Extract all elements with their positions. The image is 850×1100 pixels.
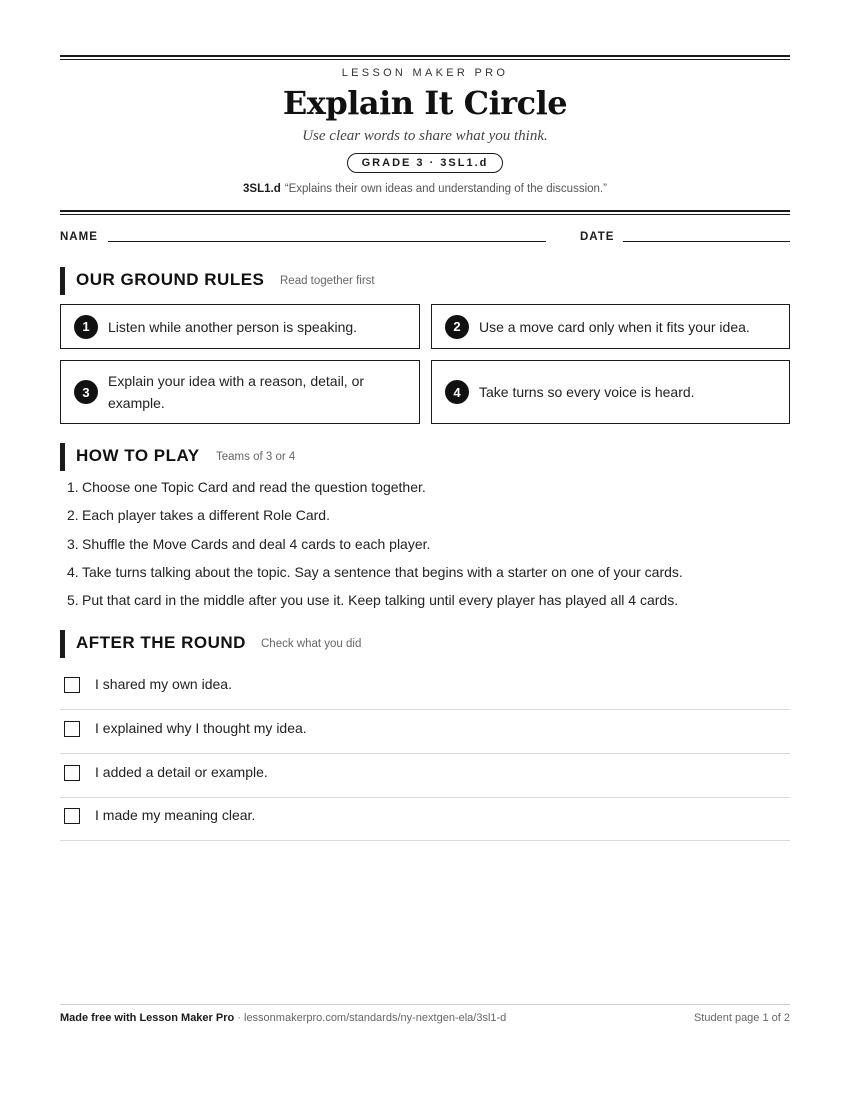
rule-text: Take turns so every voice is heard.: [479, 384, 695, 400]
rule-number-badge: 1: [74, 315, 98, 339]
step-item: [60, 504, 790, 532]
rule-number-badge: 4: [445, 380, 469, 404]
standard-line: [60, 183, 790, 195]
step-number: 2.: [67, 507, 79, 524]
standard-code: 3SL1.d: [243, 183, 281, 195]
footer-made-with: Made free with Lesson Maker Pro: [60, 1012, 235, 1024]
checklist-label: I added a detail or example.: [95, 764, 268, 780]
step-text: Put that card in the middle after you use it. Keep talking until every player has played all 4 cards.: [82, 592, 679, 609]
step-text: Each player takes a different Role Card.: [82, 507, 330, 524]
after-round-note: Check what you did: [261, 638, 362, 650]
checklist-item[interactable]: [60, 754, 790, 798]
top-double-rule: [60, 55, 790, 60]
ground-rule-card: [60, 304, 420, 349]
step-text: Choose one Topic Card and read the question together.: [82, 479, 426, 495]
checkbox[interactable]: [64, 677, 80, 693]
footer-credit: [60, 1012, 506, 1024]
page-title: Explain It Circle: [282, 84, 568, 122]
checklist-label: I explained why I thought my idea.: [95, 720, 307, 736]
checklist-item[interactable]: [60, 666, 790, 710]
step-text: Take turns talking about the topic. Say a sentence that begins with a starter on one of your cards.: [82, 563, 683, 580]
how-to-play-steps: [60, 476, 790, 617]
page-subtitle: Use clear words to share what you think.: [302, 128, 548, 144]
step-text: Shuffle the Move Cards and deal 4 cards to each player.: [82, 535, 431, 552]
grade-badge-wrap: [60, 153, 790, 173]
how-to-play-heading: HOW TO PLAY: [76, 446, 200, 465]
checkbox[interactable]: [64, 721, 80, 737]
worksheet-page: [60, 0, 790, 1100]
step-item: [60, 589, 790, 617]
after-round-heading: AFTER THE ROUND: [76, 633, 246, 652]
section-bar: [60, 443, 65, 471]
rule-number-badge: 2: [445, 315, 469, 339]
step-item: [60, 533, 790, 561]
how-to-play-note: Teams of 3 or 4: [216, 451, 296, 463]
footer-separator: ·: [234, 1012, 244, 1024]
rule-text: Listen while another person is speaking.: [108, 318, 358, 335]
checkbox[interactable]: [64, 765, 80, 781]
ground-rule-card: [431, 360, 790, 424]
grade-badge: GRADE 3 · 3SL1.d: [347, 153, 504, 173]
step-item: [60, 476, 790, 504]
ground-rules-heading: OUR GROUND RULES: [76, 270, 265, 289]
checklist-item[interactable]: [60, 710, 790, 754]
step-number: 3.: [67, 535, 79, 552]
ground-rule-card: [60, 360, 420, 424]
section-bar: [60, 630, 65, 658]
brand-name: LESSON MAKER PRO: [341, 67, 509, 79]
ground-rules-note: Read together first: [280, 275, 375, 287]
step-item: [60, 561, 790, 589]
section-bar: [60, 267, 65, 295]
date-field[interactable]: [623, 241, 790, 242]
step-number: 4.: [67, 563, 79, 580]
header-bottom-double-rule: [60, 210, 790, 215]
rule-text: Explain your idea with a reason, detail, or example.: [108, 373, 365, 411]
standard-text: “Explains their own ideas and understanding of the discussion.”: [284, 183, 607, 195]
page-number: Student page 1 of 2: [693, 1012, 790, 1024]
checklist-item[interactable]: [60, 797, 790, 841]
step-number: 1.: [67, 479, 79, 495]
name-label: NAME: [60, 231, 98, 243]
footer-url[interactable]: lessonmakerpro.com/standards/ny-nextgen-ela/3sl1-d: [244, 1012, 507, 1024]
date-label: DATE: [580, 231, 615, 243]
checkbox[interactable]: [64, 808, 80, 824]
checklist-label: I shared my own idea.: [95, 676, 232, 692]
step-number: 5.: [67, 592, 79, 609]
name-field[interactable]: [108, 241, 546, 242]
rule-text: Use a move card only when it fits your idea.: [479, 318, 750, 335]
checklist-label: I made my meaning clear.: [95, 807, 256, 823]
ground-rule-card: [431, 304, 790, 349]
footer-divider: [60, 1004, 790, 1005]
rule-number-badge: 3: [74, 380, 98, 404]
